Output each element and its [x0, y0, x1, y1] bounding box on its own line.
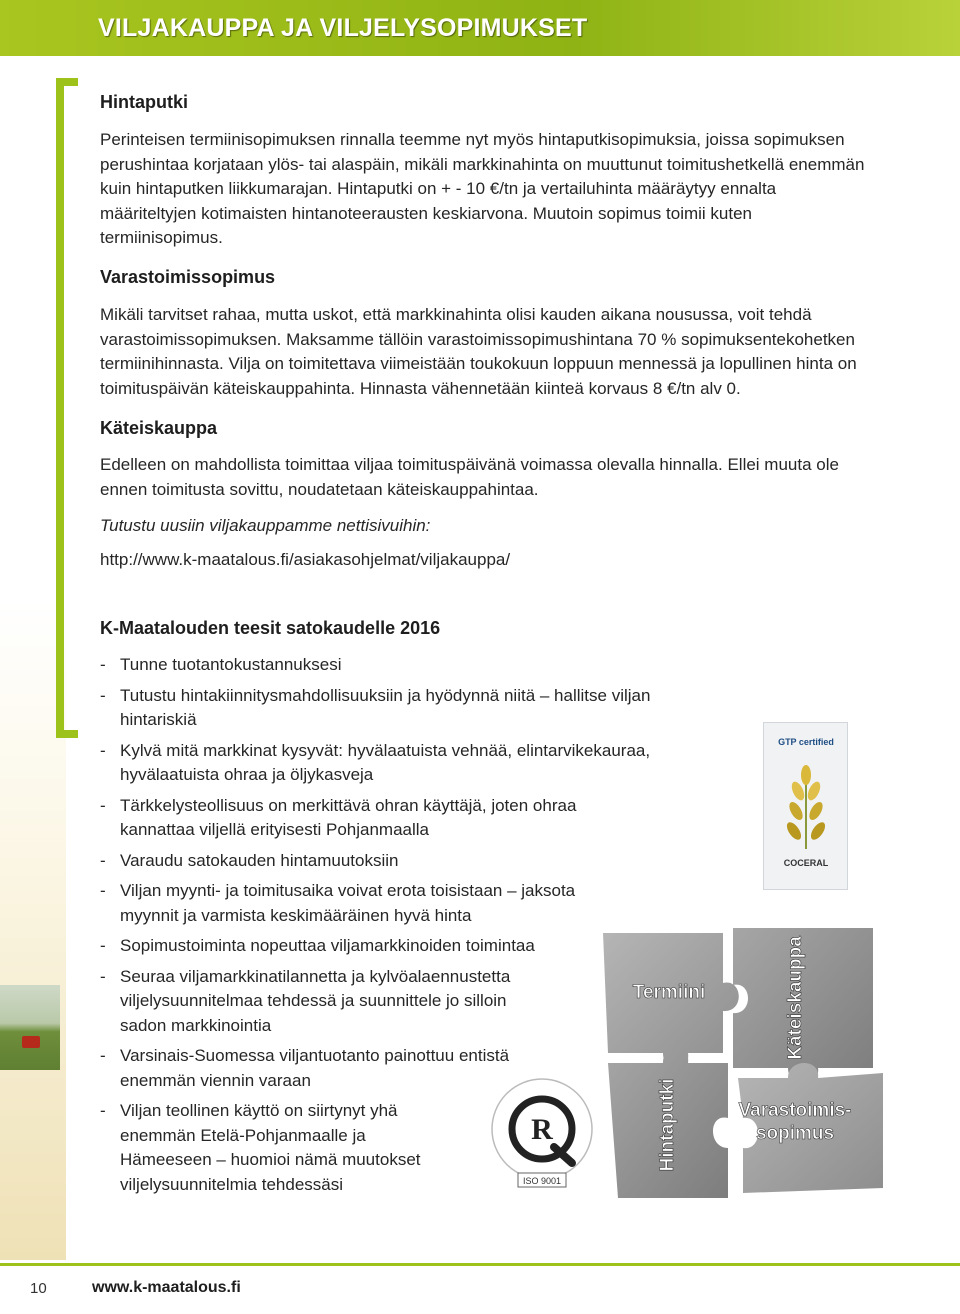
- list-item: - Varaudu satokauden hintamuutoksiin: [100, 849, 720, 874]
- section-title-hintaputki: Hintaputki: [100, 92, 188, 112]
- badge-top-text: GTP certified: [778, 737, 834, 747]
- section-varastoimissopimus: [100, 267, 870, 401]
- puzzle-label-termiini: Termiini: [632, 982, 706, 1003]
- section-kateiskauppa: [100, 418, 870, 502]
- puzzle-graphic: [583, 913, 893, 1208]
- page-number: 10: [30, 1280, 47, 1297]
- footer-website-link[interactable]: www.k-maatalous.fi: [92, 1279, 241, 1296]
- gtp-certified-badge: [763, 722, 848, 890]
- section-body-kateiskauppa: Edelleen on mahdollista toimittaa viljaa toimituspäivänä voimassa olevalla hinnalla. Ellei muuta ole ennen toimitusta sovittu, noudatetaan käteiskauppahintaa.: [100, 455, 839, 499]
- list-item: - Kylvä mitä markkinat kysyvät: hyvälaatuista vehnää, elintarvikekauraa, hyvälaatuista ohraa ja öljykasveja: [100, 739, 680, 788]
- puzzle-label-kateiskauppa: Käteiskauppa: [785, 936, 806, 1060]
- list-item: - Tunne tuotantokustannuksesi: [100, 653, 720, 678]
- section-title-kateiskauppa: Käteiskauppa: [100, 418, 218, 438]
- theses-title: K-Maatalouden teesit satokaudelle 2016: [100, 618, 441, 638]
- puzzle-label-varastoimis: Varastoimis-: [738, 1100, 852, 1121]
- list-item: - Viljan myynti- ja toimitusaika voivat erota toisistaan – jaksota myynnit ja varmista keskimääräinen hyvä hinta: [100, 879, 580, 928]
- badge-bottom-text: COCERAL: [783, 858, 829, 868]
- section-body-hintaputki: Perinteisen termiinisopimuksen rinnalla teemme nyt myös hintaputkisopimuksia, joissa sopimuksen perushintaa korjataan ylös- tai alaspäin, mikäli markkinahinta on muuttunut toimitushetkellä enemmän kuin hintaputken liikkumarajan. Hintaputki on + - 10 €/tn ja vertailuhinta määräytyy ennalta määriteltyjen kotimaisten hintanoteerausten keskiarvona. Muutoin sopimus toimii kuten termiinisopimus.: [100, 130, 865, 247]
- wheat-icon: [774, 761, 838, 851]
- section-body-varastoimissopimus: Mikäli tarvitset rahaa, mutta uskot, että markkinahinta olisi kauden aikana nousussa, voit tehdä varastoimissopimuksen. Maksamme tällöin varastoimissopimushintana 70 % sopimuksentekohetken termiinihinnasta. Vilja on toimitettava viimeistään toukokuun loppuun mennessä ja lopullinen hinta on toimituspäivän käteiskauppahinta. Hinnasta vähennetään kiinteä korvaus 8 €/tn alv 0.: [100, 305, 857, 398]
- list-item: - Viljan teollinen käyttö on siirtynyt yhä enemmän Etelä-Pohjanmaalle ja Hämeeseen – huomioi nämä muutokset viljelysuunnitelmia tehdessäsi: [100, 1099, 450, 1197]
- link-block: [100, 514, 870, 572]
- section-title-varastoimissopimus: Varastoimissopimus: [100, 267, 276, 287]
- website-link[interactable]: http://www.k-maatalous.fi/asiakasohjelmat/viljakauppa/: [100, 549, 511, 569]
- green-bracket: [56, 78, 78, 738]
- svg-text:R: R: [531, 1113, 553, 1146]
- list-item: - Tärkkelysteollisuus on merkittävä ohran käyttäjä, joten ohraa kannattaa viljellä erityisesti Pohjanmaalla: [100, 794, 600, 843]
- iso-label: ISO 9001: [522, 1176, 562, 1186]
- field-photo: [0, 985, 60, 1070]
- section-hintaputki: [100, 92, 870, 251]
- list-item: - Sopimustoiminta nopeuttaa viljamarkkinoiden toimintaa: [100, 934, 720, 959]
- header-bar: [0, 0, 960, 56]
- list-item: - Tutustu hintakiinnitysmahdollisuuksiin ja hyödynnä niitä – hallitse viljan hintariskiä: [100, 684, 720, 733]
- footer-rule: [0, 1263, 960, 1266]
- page-title: VILJAKAUPPA JA VILJELYSOPIMUKSET: [98, 14, 588, 42]
- list-item: - Seuraa viljamarkkinatilannetta ja kylvöalaennustetta viljelysuunnitelmaa tehdessä ja suunnittele jo silloin sadon markkinointia: [100, 965, 540, 1039]
- list-item: - Varsinais-Suomessa viljantuotanto painottuu entistä enemmän viennin varaan: [100, 1044, 540, 1093]
- link-lead-text: Tutustu uusiin viljakauppamme nettisivuihin:: [100, 516, 431, 535]
- puzzle-label-hintaputki: Hintaputki: [657, 1078, 678, 1172]
- puzzle-label-sopimus: sopimus: [755, 1123, 835, 1144]
- tractor-image: [22, 1036, 40, 1048]
